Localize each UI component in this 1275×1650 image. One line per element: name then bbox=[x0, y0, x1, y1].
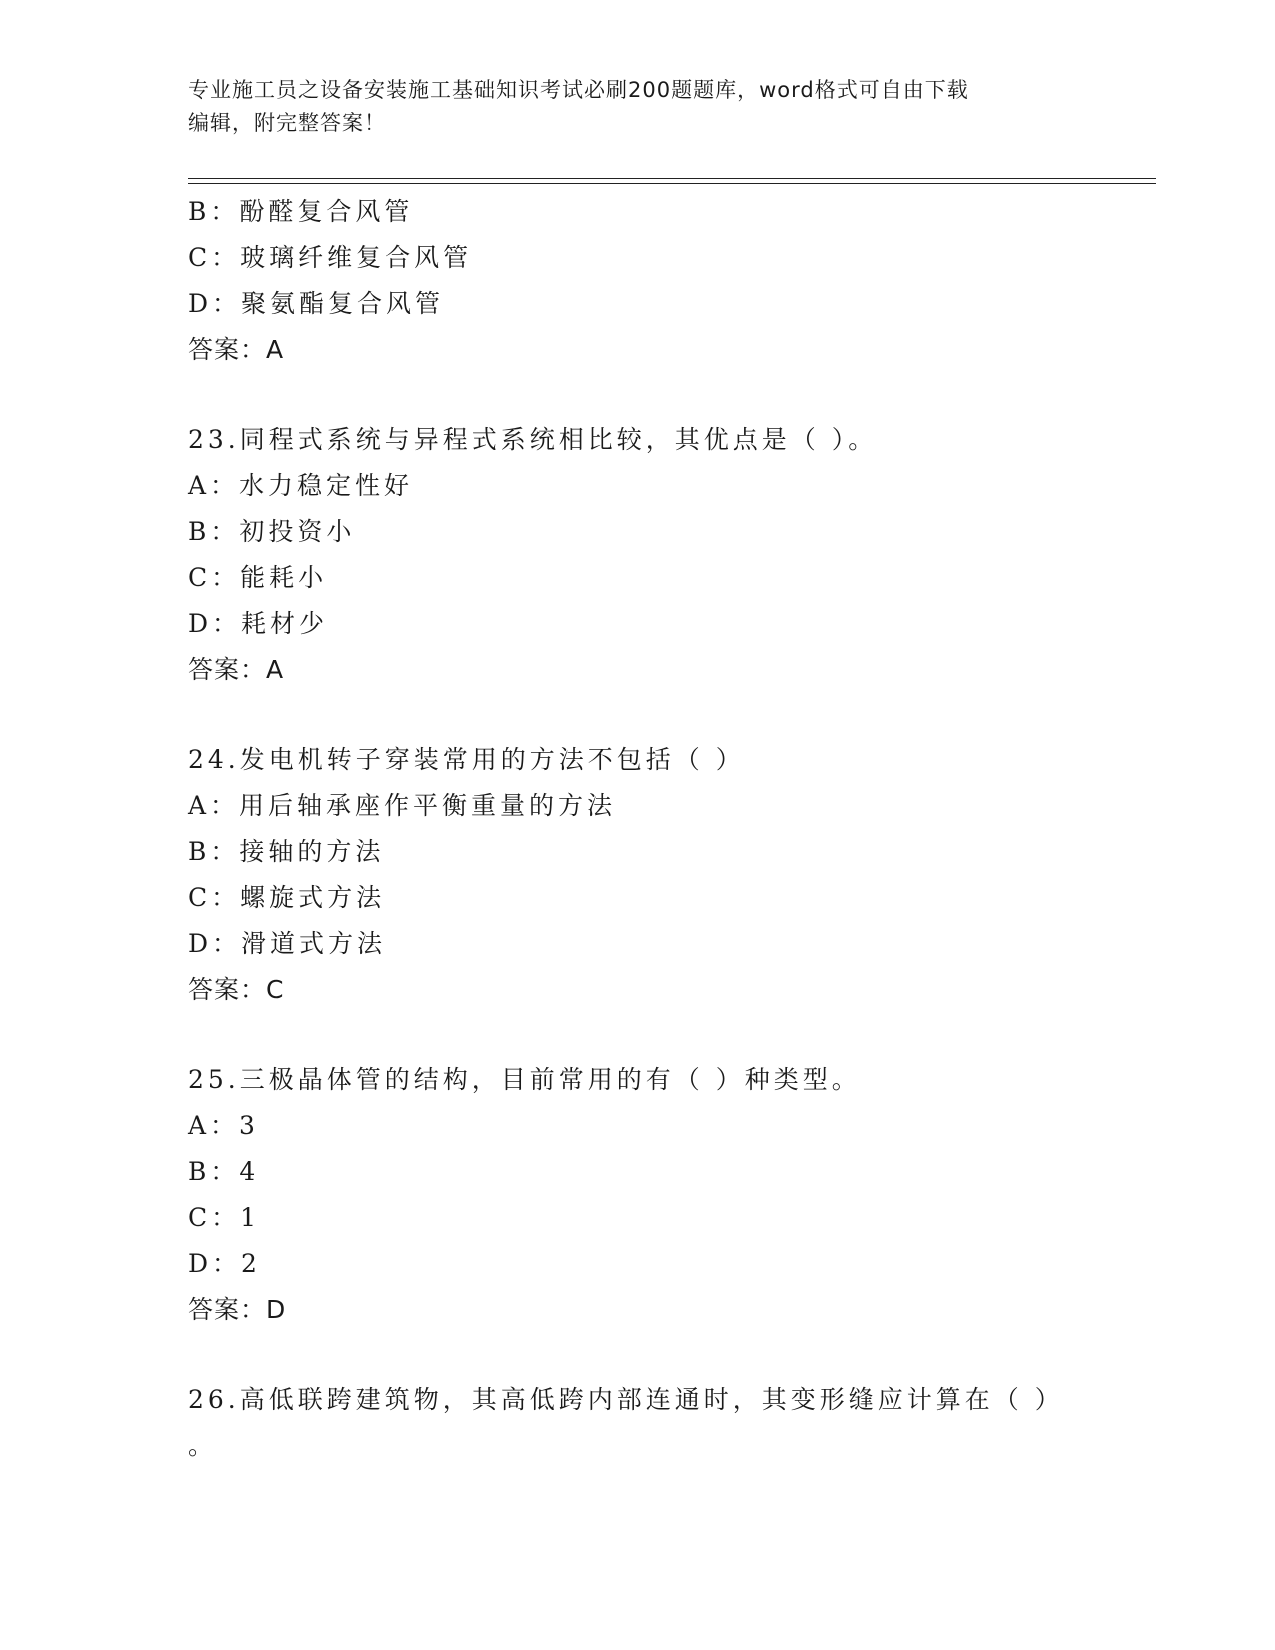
question-26 bbox=[188, 1377, 1148, 1469]
document-header bbox=[188, 74, 1088, 140]
option-b: B：酚醛复合风管 bbox=[188, 197, 414, 226]
question-stem: 25.三极晶体管的结构，目前常用的有（ ）种类型。 bbox=[188, 1065, 861, 1094]
header-divider-top bbox=[188, 178, 1156, 179]
answer-line: 答案：A bbox=[188, 335, 285, 364]
option-d: D：2 bbox=[188, 1249, 261, 1278]
answer-line: 答案：D bbox=[188, 1295, 287, 1324]
option-b: B：4 bbox=[188, 1157, 260, 1186]
question-stem-continuation: 。 bbox=[188, 1431, 218, 1460]
answer-line: 答案：A bbox=[188, 655, 285, 684]
option-a: A：水力稳定性好 bbox=[188, 471, 414, 500]
header-divider-bottom bbox=[188, 183, 1156, 184]
header-line-1: 专业施工员之设备安装施工基础知识考试必刷200题题库，word格式可自由下载 bbox=[188, 78, 969, 102]
question-23 bbox=[188, 417, 1148, 693]
option-b: B：初投资小 bbox=[188, 517, 356, 546]
answer-line: 答案：C bbox=[188, 975, 285, 1004]
question-24 bbox=[188, 737, 1148, 1013]
question-25 bbox=[188, 1057, 1148, 1333]
option-c: C：玻璃纤维复合风管 bbox=[188, 243, 473, 272]
header-line-2: 编辑，附完整答案！ bbox=[188, 111, 386, 135]
option-c: C：螺旋式方法 bbox=[188, 883, 386, 912]
question-22-continued bbox=[188, 189, 1148, 373]
question-stem: 26.高低联跨建筑物，其高低跨内部连通时，其变形缝应计算在（ ） bbox=[188, 1385, 1064, 1414]
option-d: D：聚氨酯复合风管 bbox=[188, 289, 445, 318]
option-a: A：用后轴承座作平衡重量的方法 bbox=[188, 791, 617, 820]
option-c: C：能耗小 bbox=[188, 563, 328, 592]
option-b: B：接轴的方法 bbox=[188, 837, 385, 866]
option-d: D：滑道式方法 bbox=[188, 929, 387, 958]
option-a: A：3 bbox=[188, 1111, 259, 1140]
question-list bbox=[188, 189, 1148, 1469]
option-c: C：1 bbox=[188, 1203, 261, 1232]
question-stem: 23.同程式系统与异程式系统相比较，其优点是（ ）。 bbox=[188, 425, 878, 454]
question-stem: 24.发电机转子穿装常用的方法不包括（ ） bbox=[188, 745, 745, 774]
option-d: D：耗材少 bbox=[188, 609, 329, 638]
